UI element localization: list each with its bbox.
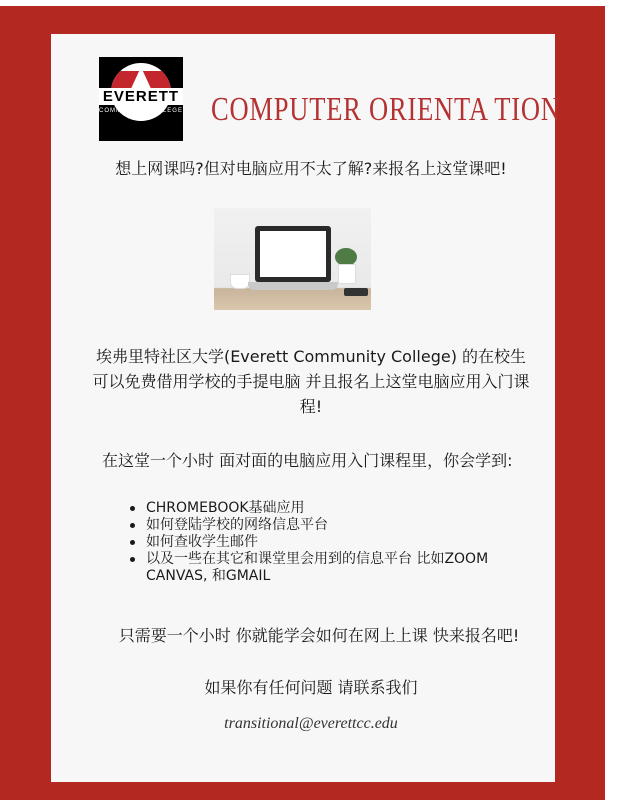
contact-email[interactable]: transitional@everettcc.edu [224, 715, 398, 732]
list-item: 以及一些在其它和课堂里会用到的信息平台 比如ZOOM CANVAS, 和GMAIL [146, 551, 546, 585]
signup-paragraph: 只需要一个小时 你就能学会如何在网上上课 快来报名吧! [118, 626, 520, 645]
red-border-frame [0, 6, 605, 800]
logo-name: EVERETT [99, 88, 183, 105]
coffee-cup-icon [230, 274, 250, 289]
laptop-loan-paragraph: 埃弗里特社区大学(Everett Community College) 的在校生可以免费借用学校的手提电脑 并且报名上这堂电脑应用入门课程! [92, 347, 530, 416]
topics-list [146, 500, 546, 585]
laptop-photo [214, 208, 371, 310]
list-item: 如何登陆学校的网络信息平台 [146, 517, 546, 534]
list-item: 如何查收学生邮件 [146, 534, 546, 551]
page-title: COMPUTER ORIENTA TION [211, 91, 561, 128]
flyer-sheet [51, 34, 561, 782]
list-item: CHROMEBOOK基础应用 [146, 500, 546, 517]
contact-paragraph: 如果你有任何问题 请联系我们 [204, 678, 418, 697]
intro-paragraph: 想上网课吗?但对电脑应用不太了解?来报名上这堂课吧! [115, 159, 507, 178]
laptop-icon [255, 226, 331, 282]
logo-subtitle: COMMUNITY COLLEGE [99, 108, 183, 114]
phone-icon [344, 288, 368, 296]
college-logo [99, 57, 183, 141]
learn-intro-paragraph: 在这堂一个小时 面对面的电脑应用入门课程里，你会学到: [102, 451, 513, 470]
